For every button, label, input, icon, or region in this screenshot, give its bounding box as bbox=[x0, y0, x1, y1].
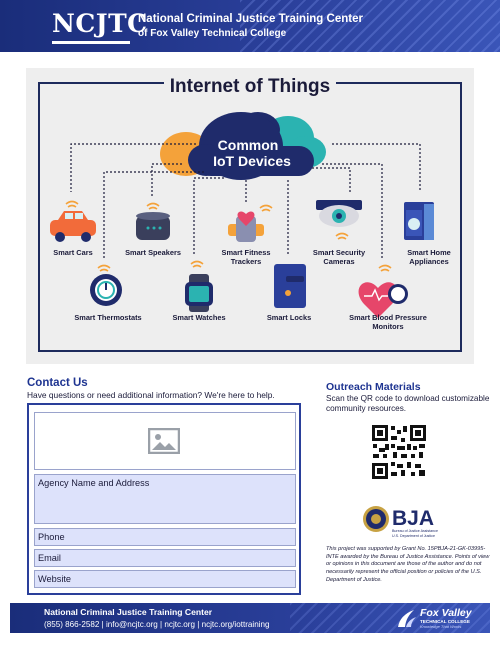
label-smart-thermostats: Smart Thermostats bbox=[74, 313, 142, 322]
washing-machine-icon bbox=[404, 202, 434, 240]
label-smart-home-appliances: Smart Home Appliances bbox=[407, 248, 451, 266]
label-smart-watches: Smart Watches bbox=[172, 313, 226, 322]
footer-org-name: National Criminal Justice Training Center bbox=[44, 607, 213, 617]
iot-title: Internet of Things bbox=[169, 76, 331, 97]
label-smart-blood-pressure-monitors: Smart Blood Pressure Monitors bbox=[349, 313, 427, 331]
agency-name-field[interactable]: Agency Name and Address bbox=[34, 474, 296, 524]
contact-text: Have questions or need additional information? We're here to help. bbox=[27, 390, 275, 400]
footer-contact-line[interactable]: (855) 866-2582 | info@ncjtc.org | ncjtc.org | ncjtc.org/iottraining bbox=[44, 620, 270, 629]
funding-statement: This project was supported by Grant No. 15PBJA-21-GK-03995-INTE awarded by the Bureau of Justice Assistance. Points of view or opinions in this document are those of the author and do not necessarily represent the official position or policies of the U.S. Department of Justice. bbox=[326, 546, 490, 583]
security-camera-icon bbox=[316, 200, 362, 227]
website-field[interactable]: Website bbox=[34, 570, 296, 588]
logo-underline bbox=[52, 41, 130, 44]
smart-lock-icon bbox=[274, 264, 306, 308]
fvtc-emblem-icon bbox=[396, 607, 418, 629]
outreach-heading: Outreach Materials bbox=[326, 381, 421, 393]
header-pattern bbox=[240, 0, 500, 52]
contact-heading: Contact Us bbox=[27, 377, 88, 389]
fvtc-name: Fox Valley bbox=[420, 607, 472, 619]
header-banner bbox=[0, 0, 500, 52]
bja-logo bbox=[362, 502, 442, 542]
thermostat-icon bbox=[90, 274, 122, 306]
header-title: National Criminal Justice Training Center bbox=[138, 13, 363, 25]
label-smart-security-cameras: Smart Security Cameras bbox=[312, 248, 366, 266]
label-smart-fitness-trackers: Smart Fitness Trackers bbox=[221, 248, 271, 266]
bja-sub2: U.S. Department of Justice bbox=[392, 534, 435, 538]
footer-banner bbox=[10, 603, 490, 633]
phone-field[interactable]: Phone bbox=[34, 528, 296, 546]
label-smart-speakers: Smart Speakers bbox=[125, 248, 181, 257]
email-field[interactable]: Email bbox=[34, 549, 296, 567]
header-subtitle: of Fox Valley Technical College bbox=[138, 28, 287, 39]
bja-wordmark: BJA bbox=[392, 507, 435, 530]
fvtc-sub: TECHNICAL COLLEGE bbox=[420, 619, 470, 624]
ncjtc-logo bbox=[52, 9, 148, 41]
label-smart-cars: Smart Cars bbox=[53, 248, 93, 257]
outreach-text: Scan the QR code to download customizable community resources. bbox=[326, 394, 490, 414]
car-icon bbox=[50, 211, 96, 242]
fvtc-tagline: Knowledge That Works bbox=[420, 624, 462, 629]
image-icon bbox=[148, 428, 180, 454]
bja-sub1: Bureau of Justice Assistance bbox=[392, 529, 438, 533]
image-placeholder[interactable] bbox=[34, 412, 296, 470]
center-line-1: Common bbox=[217, 137, 279, 153]
logo-text: NCJTC bbox=[52, 9, 148, 38]
smartwatch-icon bbox=[185, 274, 213, 312]
qr-code-icon[interactable] bbox=[371, 424, 427, 480]
center-line-2: IoT Devices bbox=[213, 153, 291, 169]
label-smart-locks: Smart Locks bbox=[266, 313, 312, 322]
speaker-icon bbox=[136, 212, 170, 240]
fitness-tracker-icon bbox=[228, 212, 264, 242]
fvtc-logo bbox=[396, 607, 488, 629]
